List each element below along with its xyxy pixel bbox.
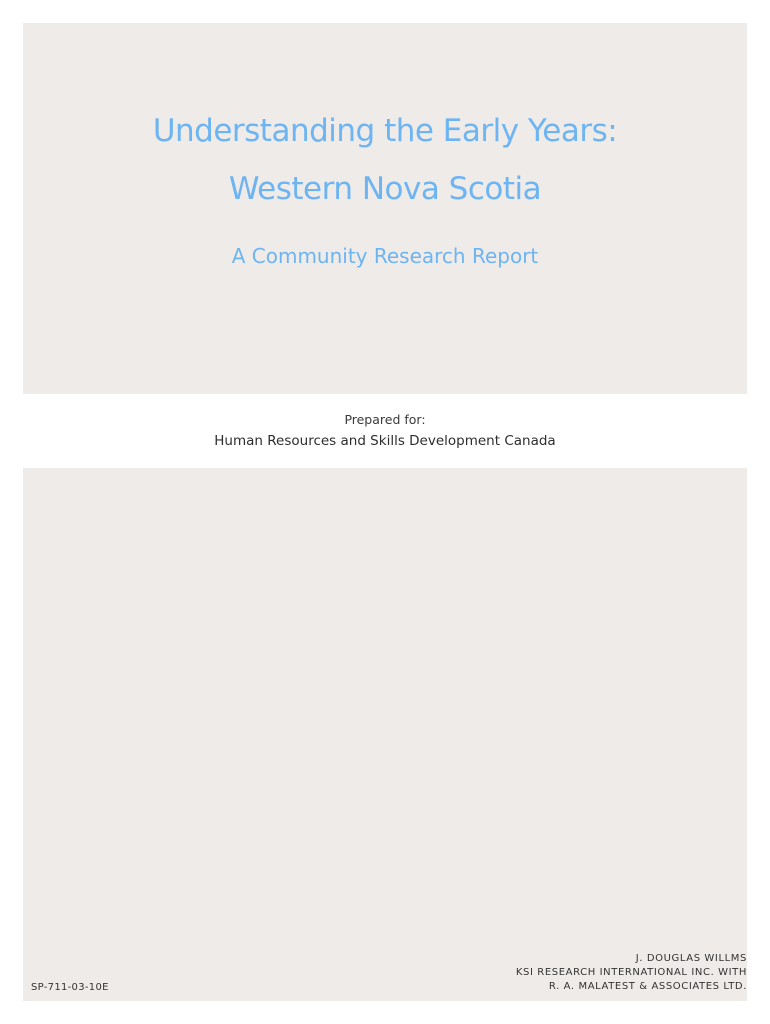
cover-title-panel bbox=[23, 23, 747, 394]
author-line: J. DOUGLAS WILLMS bbox=[635, 953, 747, 964]
author-line: KSI RESEARCH INTERNATIONAL INC. WITH bbox=[515, 967, 747, 978]
report-title-line-1: Understanding the Early Years: bbox=[152, 113, 618, 149]
authors-block bbox=[516, 952, 747, 994]
author-line: R. A. MALATEST & ASSOCIATES LTD. bbox=[548, 981, 747, 992]
prepared-for-organization: Human Resources and Skills Development Canada bbox=[214, 433, 556, 449]
document-code: SP-711-03-10E bbox=[31, 982, 109, 993]
cover-lower-panel bbox=[23, 468, 747, 1001]
report-subtitle: A Community Research Report bbox=[231, 244, 539, 268]
prepared-for-label: Prepared for: bbox=[344, 412, 426, 427]
report-title-line-2: Western Nova Scotia bbox=[228, 171, 542, 207]
